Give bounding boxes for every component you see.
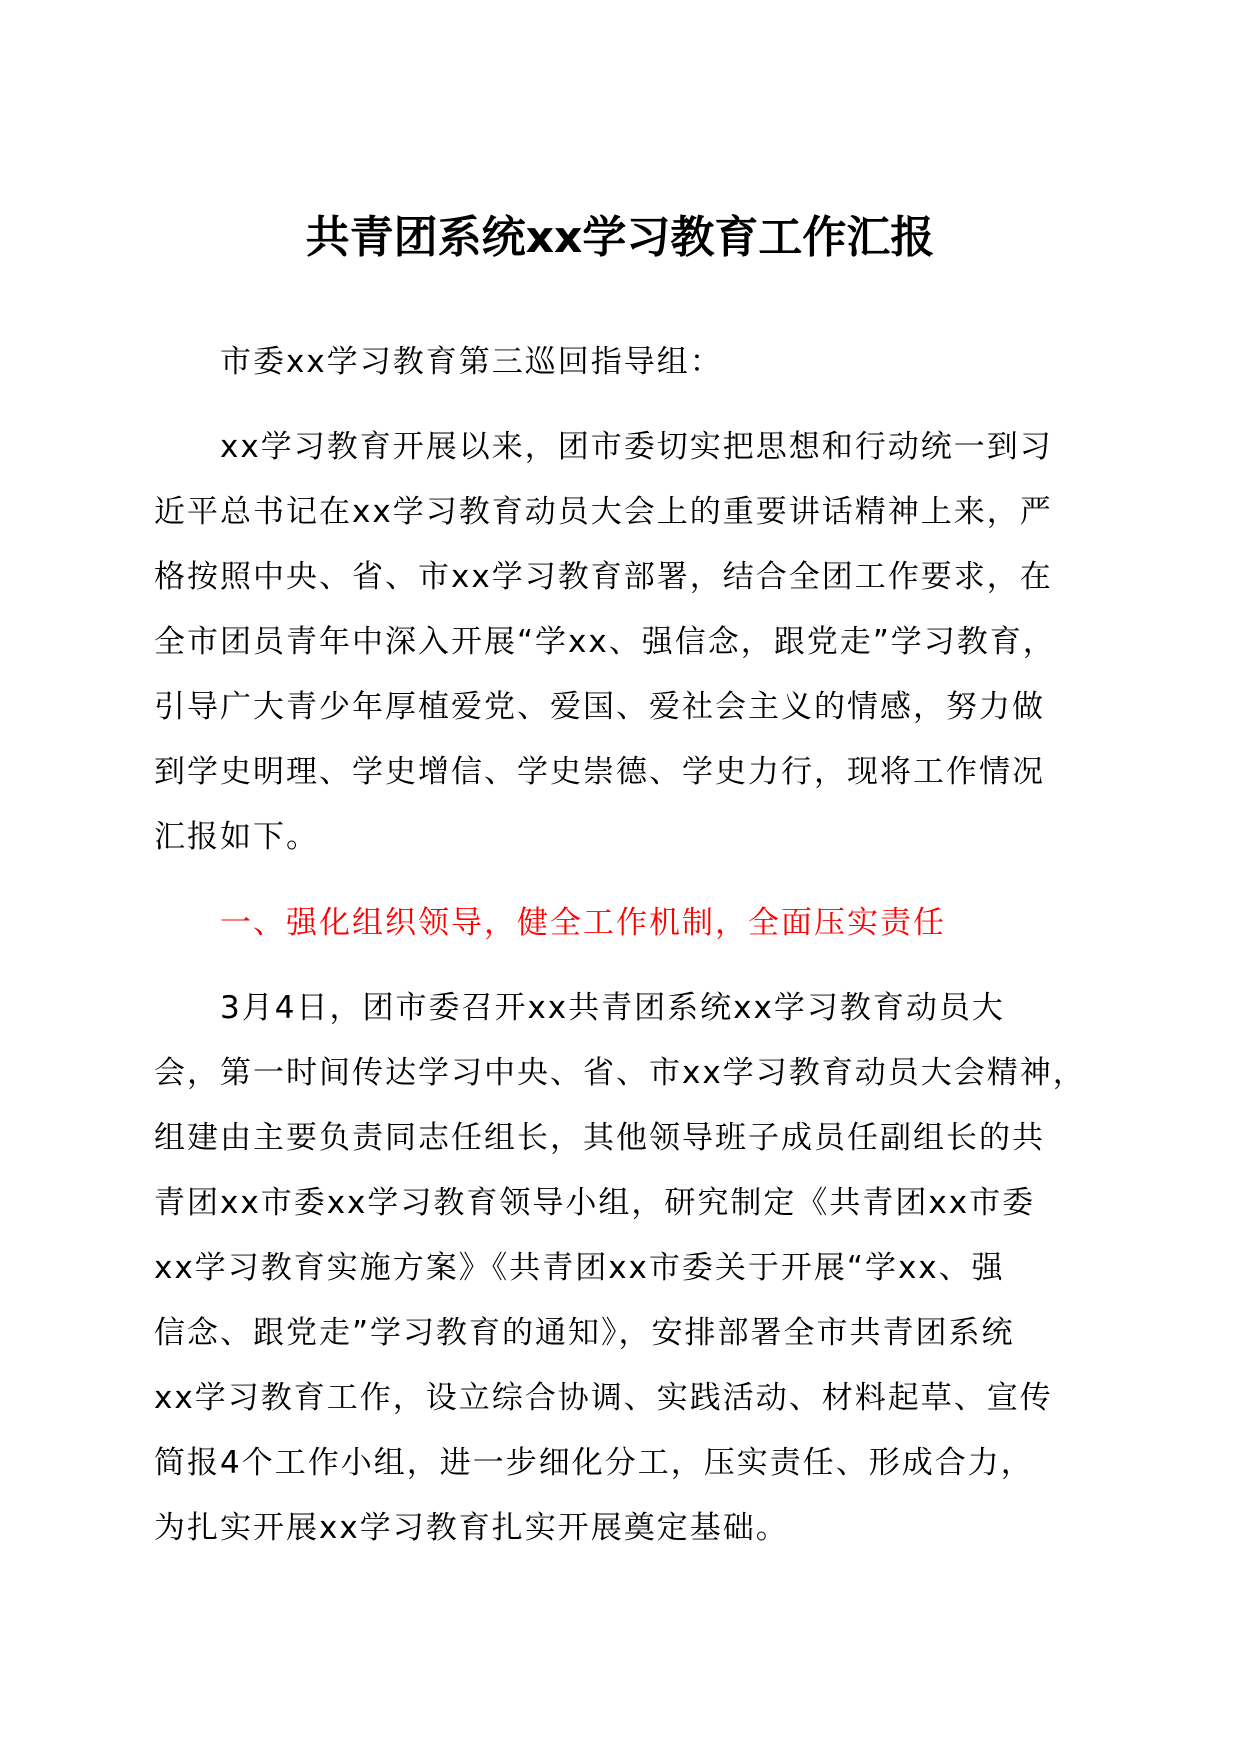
salutation-line: 市委xx学习教育第三巡回指导组： (220, 344, 723, 380)
paragraph-line: 简报4个工作小组，进一步细化分工，压实责任、形成合力， (154, 1445, 1034, 1481)
paragraph-line: 会，第一时间传达学习中央、省、市xx学习教育动员大会精神， (154, 1055, 1086, 1091)
paragraph-line: 3月4日，团市委召开xx共青团系统xx学习教育动员大 (220, 990, 1005, 1026)
paragraph-line: 为扎实开展xx学习教育扎实开展奠定基础。 (154, 1510, 789, 1546)
salutation (154, 330, 1114, 395)
paragraph-line: 信念、跟党走”学习教育的通知》，安排部署全市共青团系统 (154, 1315, 1015, 1351)
paragraph-line: xx学习教育实施方案》《共青团xx市委关于开展“学xx、强 (154, 1250, 1005, 1286)
paragraph-line: 汇报如下。 (154, 819, 319, 855)
paragraph-section-1 (154, 976, 1114, 1561)
paragraph-line: xx学习教育工作，设立综合协调、实践活动、材料起草、宣传 (154, 1380, 1053, 1416)
paragraph-line: xx学习教育开展以来，团市委切实把思想和行动统一到习 (220, 429, 1053, 465)
paragraph-intro (154, 415, 1114, 870)
document-title: 共青团系统xx学习教育工作汇报 (305, 212, 935, 263)
section-heading-1 (154, 891, 1114, 956)
paragraph-line: 全市团员青年中深入开展“学xx、强信念，跟党走”学习教育， (154, 624, 1056, 660)
paragraph-line: 青团xx市委xx学习教育领导小组，研究制定《共青团xx市委 (154, 1185, 1036, 1221)
paragraph-line: 组建由主要负责同志任组长，其他领导班子成员任副组长的共 (154, 1120, 1045, 1156)
paragraph-line: 到学史明理、学史增信、学史崇德、学史力行，现将工作情况 (154, 754, 1045, 790)
paragraph-line: 引导广大青少年厚植爱党、爱国、爱社会主义的情感，努力做 (154, 689, 1045, 725)
paragraph-line: 格按照中央、省、市xx学习教育部署，结合全团工作要求，在 (154, 559, 1053, 595)
paragraph-line: 近平总书记在xx学习教育动员大会上的重要讲话精神上来，严 (154, 494, 1053, 530)
section-heading-text: 一、强化组织领导，健全工作机制，全面压实责任 (220, 905, 946, 941)
